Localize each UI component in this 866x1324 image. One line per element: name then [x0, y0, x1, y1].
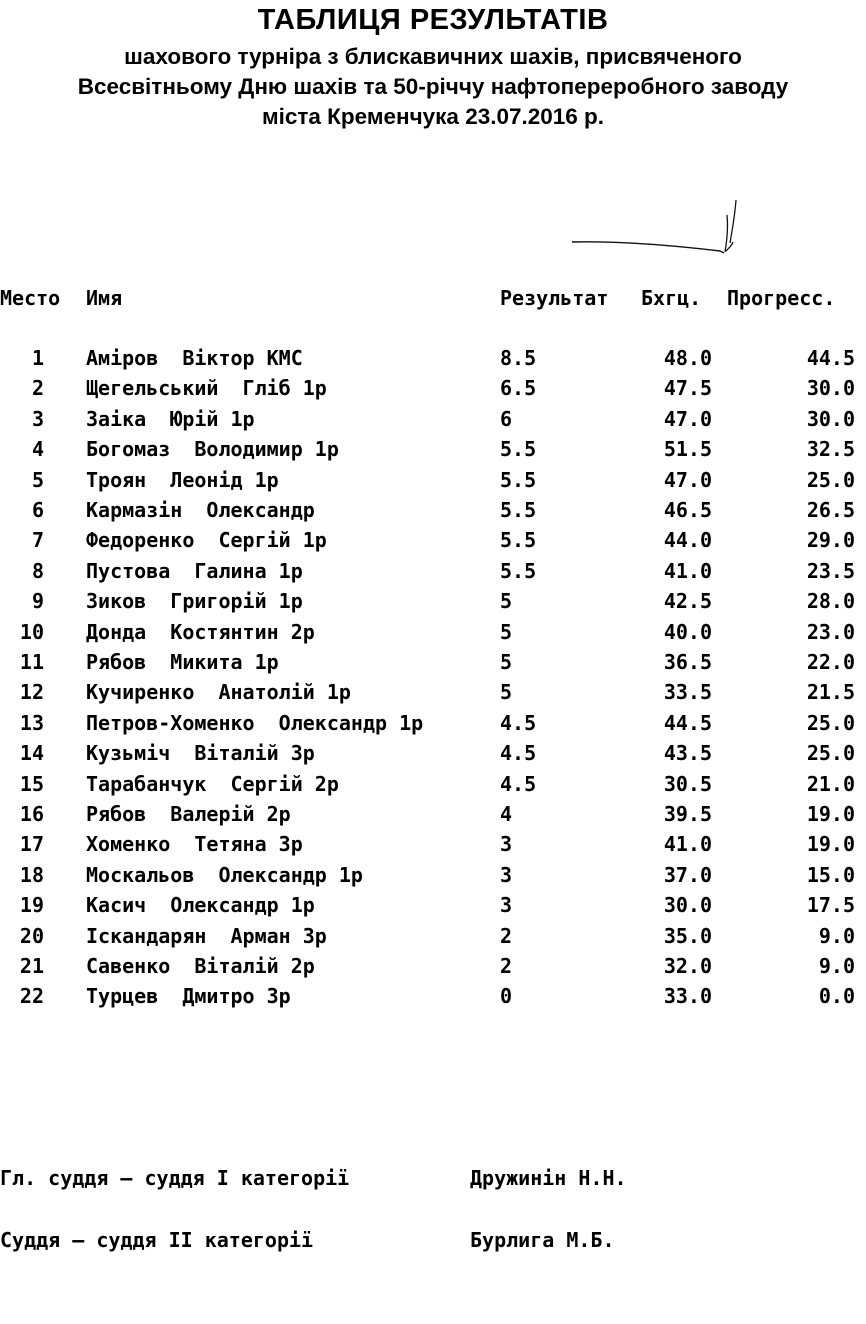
- progress-cell: 25.0: [806, 710, 855, 735]
- table-row: [0, 741, 866, 771]
- buchholz-cell: 35.0: [663, 923, 712, 948]
- result-cell: 5.5: [500, 467, 537, 492]
- place-cell: 22: [19, 984, 44, 1009]
- result-cell: 6.5: [500, 376, 537, 401]
- table-row: [0, 711, 866, 741]
- table-row: [0, 863, 866, 893]
- table-row: [0, 893, 866, 923]
- place-cell: 17: [19, 832, 44, 857]
- place-cell: 1: [31, 346, 44, 370]
- column-header-progress: Прогресс.: [727, 286, 836, 310]
- table-row: [0, 984, 866, 1014]
- place-cell: 18: [19, 862, 44, 887]
- result-cell: 5: [500, 680, 513, 705]
- name-cell: Федоренко Сергій 1р: [86, 528, 327, 553]
- result-cell: 5.5: [500, 558, 537, 583]
- progress-cell: 21.5: [806, 680, 855, 705]
- progress-cell: 17.5: [806, 893, 855, 918]
- table-row: [0, 924, 866, 954]
- result-cell: 4.5: [500, 771, 537, 796]
- place-cell: 20: [19, 923, 44, 948]
- table-row: [0, 772, 866, 802]
- progress-cell: 29.0: [806, 528, 855, 553]
- place-cell: 8: [31, 558, 44, 583]
- table-row: [0, 559, 866, 589]
- table-row: [0, 437, 866, 467]
- buchholz-cell: 41.0: [663, 832, 712, 857]
- progress-cell: 19.0: [806, 832, 855, 857]
- result-cell: 5.5: [500, 528, 537, 553]
- judge-line: [0, 1228, 866, 1258]
- buchholz-cell: 47.5: [663, 376, 712, 401]
- progress-cell: 9.0: [818, 923, 855, 948]
- name-cell: Зиков Григорій 1р: [86, 589, 303, 614]
- result-cell: 5: [500, 650, 513, 674]
- place-cell: 19: [19, 893, 44, 918]
- place-cell: 21: [19, 954, 44, 978]
- name-cell: Аміров Віктор КМС: [86, 346, 303, 370]
- judge-name: Бурлига М.Б.: [470, 1228, 615, 1252]
- place-cell: 14: [19, 741, 44, 766]
- buchholz-cell: 30.5: [663, 771, 712, 796]
- buchholz-cell: 33.0: [663, 984, 712, 1009]
- table-row: [0, 468, 866, 498]
- buchholz-cell: 43.5: [663, 741, 712, 766]
- subtitle-line-2: Всесвітньому Дню шахів та 50-річчу нафтопереробного заводу: [77, 74, 789, 99]
- name-cell: Москальов Олександр 1р: [86, 862, 363, 887]
- result-cell: 8.5: [500, 346, 537, 370]
- result-cell: 3: [500, 832, 513, 857]
- result-cell: 2: [500, 954, 513, 978]
- name-cell: Іскандарян Арман 3р: [86, 923, 327, 948]
- name-cell: Касич Олександр 1р: [86, 893, 315, 918]
- result-cell: 0: [500, 984, 513, 1009]
- progress-cell: 21.0: [806, 771, 855, 796]
- progress-cell: 26.5: [806, 498, 855, 522]
- name-cell: Донда Костянтин 2р: [86, 619, 315, 644]
- name-cell: Хоменко Тетяна 3р: [86, 832, 303, 857]
- name-cell: Рябов Валерій 2р: [86, 802, 291, 826]
- result-cell: 3: [500, 893, 513, 918]
- document-title: ТАБЛИЦЯ РЕЗУЛЬТАТІВ: [257, 4, 609, 36]
- result-cell: 4.5: [500, 710, 537, 735]
- table-row: [0, 407, 866, 437]
- progress-cell: 19.0: [806, 802, 855, 826]
- buchholz-cell: 44.0: [663, 528, 712, 553]
- subtitle-line-1: шахового турніра з блискавичних шахів, присвяченого: [124, 44, 742, 69]
- buchholz-cell: 46.5: [663, 498, 712, 522]
- column-header-result: Результат: [500, 286, 609, 310]
- progress-cell: 9.0: [818, 954, 855, 978]
- name-cell: Кузьміч Віталій 3р: [86, 741, 315, 766]
- table-header-row: [0, 286, 866, 316]
- result-cell: 5: [500, 589, 513, 614]
- buchholz-cell: 39.5: [663, 802, 712, 826]
- progress-cell: 30.0: [806, 376, 855, 401]
- table-row: [0, 346, 866, 376]
- column-header-buchholz: Бхгц.: [641, 286, 702, 310]
- result-cell: 3: [500, 862, 513, 887]
- judge-role: Суддя – суддя ІІ категорії: [0, 1228, 314, 1252]
- place-cell: 4: [31, 437, 44, 462]
- handwritten-signature: [560, 195, 760, 270]
- table-row: [0, 832, 866, 862]
- progress-cell: 30.0: [806, 406, 855, 431]
- buchholz-cell: 32.0: [663, 954, 712, 978]
- place-cell: 3: [31, 406, 44, 431]
- buchholz-cell: 37.0: [663, 862, 712, 887]
- progress-cell: 23.0: [806, 619, 855, 644]
- place-cell: 2: [31, 376, 44, 401]
- result-cell: 5.5: [500, 437, 537, 462]
- result-cell: 5: [500, 619, 513, 644]
- place-cell: 5: [31, 467, 44, 492]
- buchholz-cell: 51.5: [663, 437, 712, 462]
- place-cell: 13: [19, 710, 44, 735]
- place-cell: 12: [19, 680, 44, 705]
- progress-cell: 44.5: [806, 346, 855, 370]
- table-row: [0, 802, 866, 832]
- name-cell: Рябов Микита 1р: [86, 650, 279, 674]
- chief-judge-role: Гл. суддя – суддя І категорії: [0, 1166, 350, 1190]
- buchholz-cell: 41.0: [663, 558, 712, 583]
- subtitle-line-3: міста Кременчука 23.07.2016 р.: [261, 104, 605, 129]
- progress-cell: 25.0: [806, 467, 855, 492]
- column-header-place: Место: [0, 286, 61, 310]
- progress-cell: 32.5: [806, 437, 855, 462]
- result-cell: 2: [500, 923, 513, 948]
- progress-cell: 22.0: [806, 650, 855, 674]
- place-cell: 11: [19, 650, 44, 674]
- buchholz-cell: 30.0: [663, 893, 712, 918]
- name-cell: Троян Леонід 1р: [86, 467, 279, 492]
- place-cell: 6: [31, 498, 44, 522]
- table-row: [0, 498, 866, 528]
- progress-cell: 0.0: [818, 984, 855, 1009]
- buchholz-cell: 48.0: [663, 346, 712, 370]
- result-cell: 4: [500, 802, 513, 826]
- table-row: [0, 589, 866, 619]
- name-cell: Петров-Хоменко Олександр 1р: [86, 710, 424, 735]
- progress-cell: 23.5: [806, 558, 855, 583]
- buchholz-cell: 36.5: [663, 650, 712, 674]
- result-cell: 4.5: [500, 741, 537, 766]
- place-cell: 16: [19, 802, 44, 826]
- buchholz-cell: 47.0: [663, 406, 712, 431]
- name-cell: Кармазін Олександр: [86, 498, 315, 522]
- name-cell: Савенко Віталій 2р: [86, 954, 315, 978]
- table-row: [0, 528, 866, 558]
- progress-cell: 28.0: [806, 589, 855, 614]
- buchholz-cell: 47.0: [663, 467, 712, 492]
- name-cell: Тарабанчук Сергій 2р: [86, 771, 339, 796]
- result-cell: 6: [500, 406, 513, 431]
- buchholz-cell: 42.5: [663, 589, 712, 614]
- name-cell: Богомаз Володимир 1р: [86, 437, 339, 462]
- table-row: [0, 954, 866, 984]
- name-cell: Щегельський Гліб 1р: [86, 376, 327, 401]
- table-row: [0, 680, 866, 710]
- progress-cell: 15.0: [806, 862, 855, 887]
- table-row: [0, 376, 866, 406]
- place-cell: 10: [19, 619, 44, 644]
- buchholz-cell: 33.5: [663, 680, 712, 705]
- table-row: [0, 650, 866, 680]
- column-header-name: Имя: [86, 286, 123, 310]
- chief-judge-line: [0, 1166, 866, 1196]
- table-row: [0, 620, 866, 650]
- name-cell: Кучиренко Анатолій 1р: [86, 680, 351, 705]
- name-cell: Турцев Дмитро 3р: [86, 984, 291, 1009]
- place-cell: 9: [31, 589, 44, 614]
- chief-judge-name: Дружинін Н.Н.: [470, 1166, 627, 1190]
- buchholz-cell: 44.5: [663, 710, 712, 735]
- place-cell: 15: [19, 771, 44, 796]
- name-cell: Пустова Галина 1р: [86, 558, 303, 583]
- progress-cell: 25.0: [806, 741, 855, 766]
- place-cell: 7: [31, 528, 44, 553]
- buchholz-cell: 40.0: [663, 619, 712, 644]
- result-cell: 5.5: [500, 498, 537, 522]
- name-cell: Заіка Юрій 1р: [86, 406, 255, 431]
